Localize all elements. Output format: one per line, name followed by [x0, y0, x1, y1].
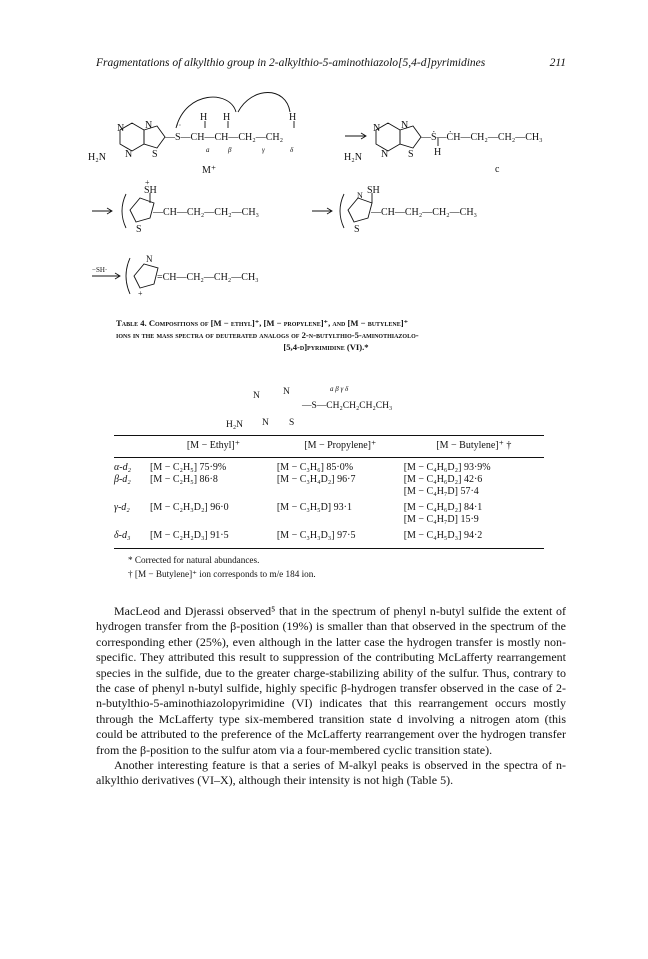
page-number: 211 — [549, 57, 566, 69]
row-label: δ-d₃ — [114, 526, 150, 549]
amino-group: H₂N — [344, 152, 362, 163]
greek-gamma: γ — [262, 146, 265, 154]
cell-propylene: [M − C₃H₄D₂] 96·7 — [276, 474, 356, 485]
amino-group: H₂N — [88, 152, 106, 163]
greek-alpha: a — [206, 146, 210, 154]
column-header: [M − Propylene]⁺ — [277, 436, 404, 458]
table-row — [114, 498, 544, 514]
thiol-group: SH — [367, 185, 380, 196]
paragraph: MacLeod and Djerassi observed⁵ that in the spectrum of phenyl n-butyl sulfide the extent of hydrogen transfer from the β-position (19%) is smaller than that observed in the spectrum of the corresponding ether (25%), even although in the latter case the hydrogen transfer is mostly non-specific. They attributed this result to suppression of the contributing McLafferty rearrangement species in the sulfide, due to the greater charge-stabilizing ability of the sulfur. Thus, contrary to the case of phenyl n-butyl sulfide, highly specific β-hydrogen transfer observed in the case of 2-n-butylthio-5-aminothiazolopyrimidine (VI) indicates that this rearrangement occurs mostly through the McLafferty type six-membered transition state d involving a nitrogen atom (this could be attributed to the preference of the McLafferty rearrangement over the hydrogen transfer from the β-position to the sulfur atom via a four-membered cyclic transition state). — [96, 604, 566, 757]
footnote: † [M − Butylene]⁺ ion corresponds to m/e 184 ion. — [128, 569, 316, 579]
cell-ethyl: [M − C₂H₃D₂] 96·0 — [150, 502, 229, 513]
structure-chain: —S—CH₂CH₂CH₂CH₃ — [302, 401, 393, 411]
cell-butylene: [M − C₄H₆D₂] 42·6 — [403, 474, 483, 485]
atom-h: H — [200, 112, 208, 123]
atom-s: S — [136, 224, 142, 235]
table-row — [114, 486, 544, 498]
table-footnotes — [128, 553, 316, 581]
caption-line: ions in the mass spectra of deuterated analogs of 2-n-butylthio-5-aminothiazolo- — [116, 330, 419, 340]
cell-ethyl: [M − C₂H₅] 75·9% — [150, 462, 227, 473]
cell-butylene: [M − C₄H₇D] 15·9 — [403, 514, 479, 525]
table-structure — [0, 0, 648, 440]
cell-propylene: [M − C₃H₃D₃] 97·5 — [277, 526, 404, 549]
chain-middle-right: —CH—CH₂—CH₂—CH₃ — [371, 207, 478, 218]
cell-propylene: [M − C₃H₆] 85·0% — [276, 462, 354, 473]
greek-beta: β — [228, 146, 232, 154]
cell-ethyl — [150, 514, 277, 526]
plus-sign: + — [138, 289, 143, 298]
atom-h: H — [434, 147, 442, 158]
loss-sh-label: −SH· — [92, 266, 108, 274]
body-text — [96, 604, 566, 789]
table-row — [114, 458, 544, 475]
greek-delta: δ — [290, 146, 294, 154]
chain-top-right: —Ṡ—ĊH—CH₂—CH₂—CH₃ — [421, 132, 543, 143]
atom-h: H — [223, 112, 231, 123]
cell-butylene: [M − C₄H₆D₂] 84·1 — [403, 502, 483, 513]
row-label: β-d₂ — [114, 474, 131, 485]
atom-s: S — [289, 418, 295, 428]
atom-n: N — [283, 387, 290, 397]
cell-propylene — [277, 514, 404, 526]
atom-n: N — [381, 149, 389, 160]
atom-n: N — [373, 123, 381, 134]
atom-n: N — [262, 418, 269, 428]
cell-propylene — [277, 486, 404, 498]
atom-h: H — [289, 112, 297, 123]
molecular-ion-label: M⁺ — [202, 165, 217, 176]
atom-s: S — [152, 149, 158, 160]
column-header — [114, 436, 150, 458]
row-label: γ-d₂ — [114, 502, 130, 513]
atom-n: N — [125, 149, 133, 160]
atom-n: N — [146, 254, 153, 264]
chain-middle-left: —CH—CH₂—CH₂—CH₃ — [153, 207, 260, 218]
plus-sign: + — [145, 178, 150, 187]
cell-ethyl — [150, 486, 277, 498]
table-row — [114, 514, 544, 526]
cell-ethyl: [M − C₂H₂D₃] 91·5 — [150, 526, 277, 549]
cell-propylene: [M − C₃H₅D] 93·1 — [276, 502, 352, 513]
row-label — [114, 486, 150, 498]
amino-group: H₂N — [226, 420, 244, 430]
cell-butylene: [M − C₄H₅D₃] 94·2 — [404, 526, 544, 549]
thiol-group: SH — [144, 185, 157, 196]
chain-top-left: —S—CH—CH—CH₂—CH₂ — [165, 132, 284, 143]
structure-label-c: c — [495, 164, 500, 175]
caption-line: Table 4. Compositions of [M − ethyl]⁺, [M − propylene]⁺, and [M − butylene]⁺ — [116, 318, 409, 328]
footnote: * Corrected for natural abundances. — [128, 555, 260, 565]
paragraph: Another interesting feature is that a series of M-alkyl peaks is observed in the spectra of n-alkylthio derivatives (VI–X), although their intensity is not high (Table 5). — [96, 758, 566, 788]
composition-table — [114, 435, 544, 549]
atom-n: N — [253, 391, 260, 401]
atom-n: N — [145, 120, 153, 131]
cell-ethyl: [M − C₂H₅] 86·8 — [150, 474, 218, 485]
atom-n: N — [117, 123, 125, 134]
structure-greek: a β γ δ — [330, 385, 349, 393]
running-title: Fragmentations of alkylthio group in 2-alkylthio-5-aminothiazolo[5,4-d]pyrimidines — [96, 57, 486, 69]
atom-n: N — [401, 120, 409, 131]
column-header: [M − Butylene]⁺ † — [404, 436, 544, 458]
cell-butylene: [M − C₄H₇D] 57·4 — [403, 486, 479, 497]
atom-s: S — [408, 149, 414, 160]
table-row — [114, 526, 544, 549]
row-label — [114, 514, 150, 526]
radical-dots: ·· — [176, 121, 182, 130]
column-header: [M − Ethyl]⁺ — [150, 436, 277, 458]
radical-cation-n: N — [357, 191, 363, 200]
caption-line: [5,4-d]pyrimidine (VI).* — [283, 342, 369, 352]
table-row — [114, 474, 544, 486]
row-label: α-d₂ — [114, 462, 132, 473]
cell-butylene: [M − C₄H₆D₂] 93·9% — [403, 462, 491, 473]
chain-bottom: =CH—CH₂—CH₂—CH₃ — [157, 272, 259, 283]
atom-s: S — [354, 224, 360, 235]
